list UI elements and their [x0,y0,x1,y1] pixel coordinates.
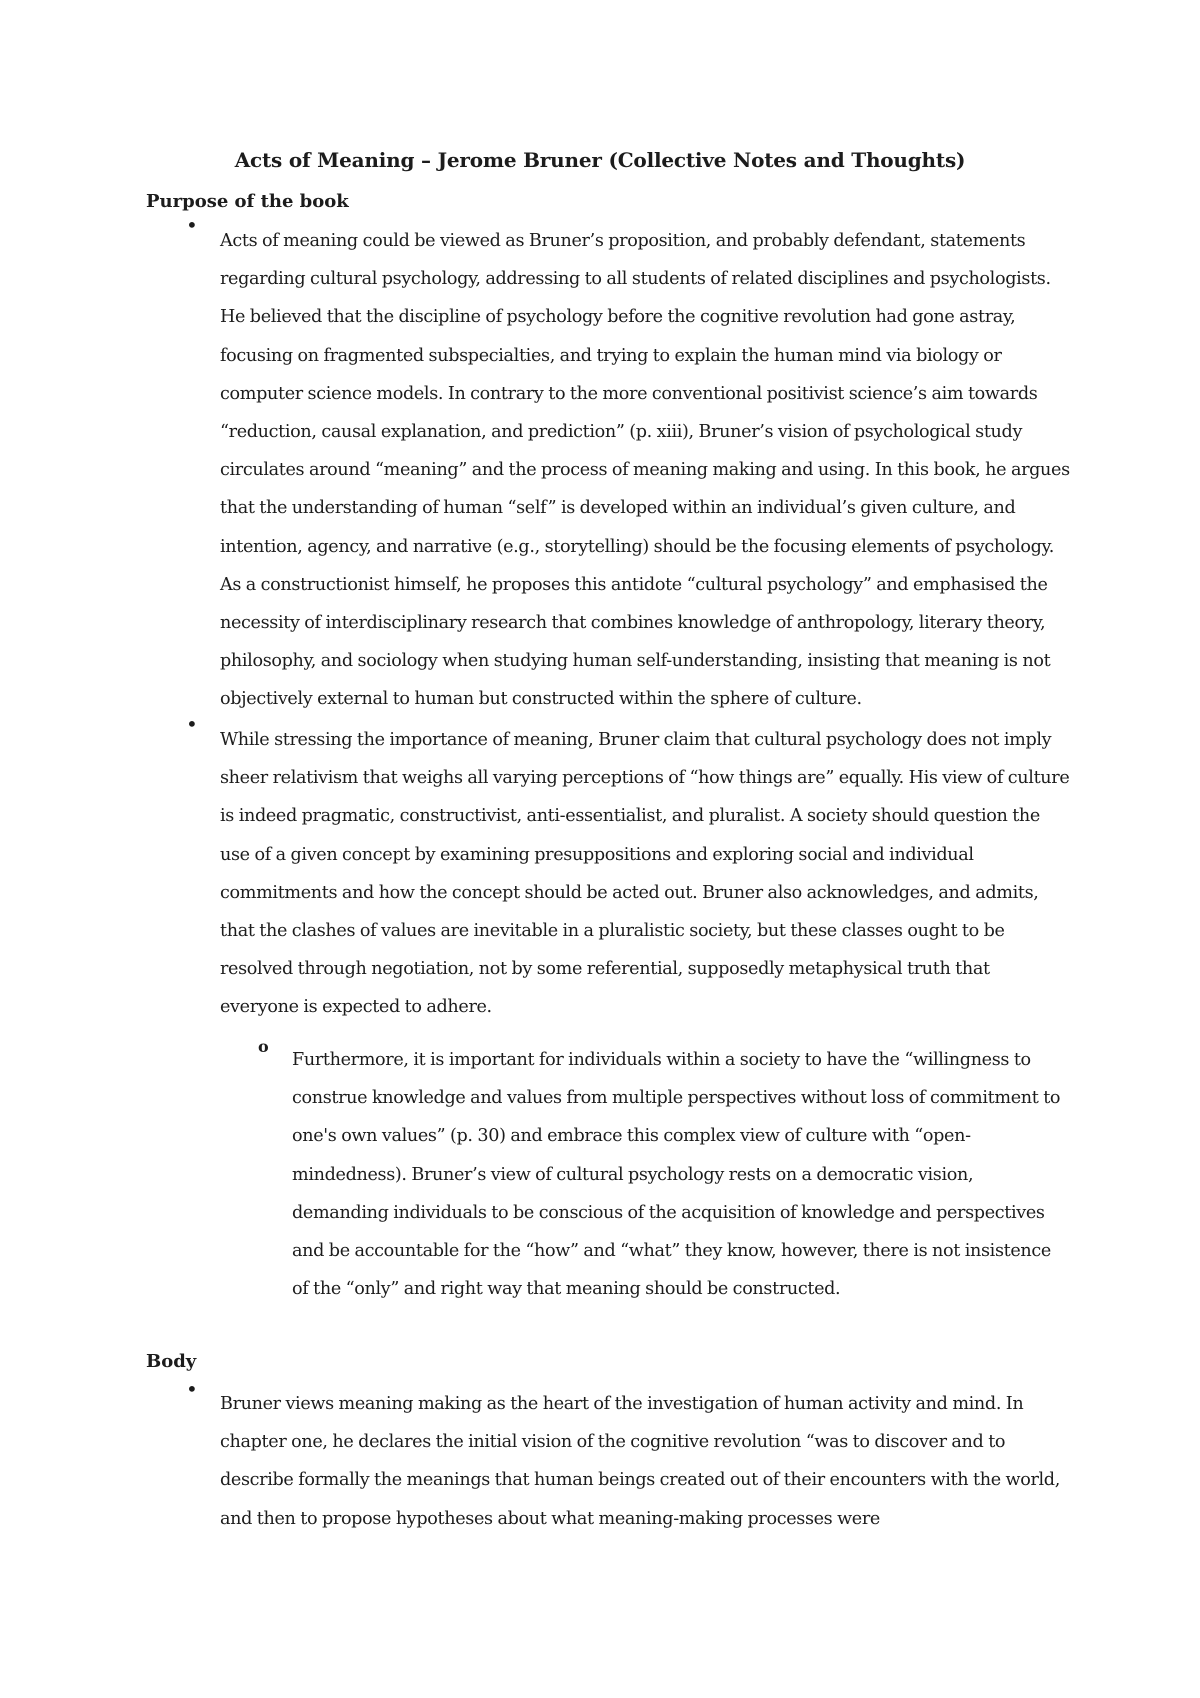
document-title: Acts of Meaning – Jerome Bruner (Collective Notes and Thoughts) [234,148,966,172]
bullet-marker: • [186,1377,198,1401]
sub-bullet-paragraph: Furthermore, it is important for individuals within a society to have the “willingness to construe knowledge and values from multiple perspectives without loss of commitment to one's own values” (p. 30) and embrace this complex view of culture with “open-mindedness). Bruner’s view of cultural psychology rests on a democratic vision, demanding individuals to be conscious of the acquisition of knowledge and perspectives and be accountable for the “how” and “what” they know, however, there is not insistence of the “only” and right way that meaning should be constructed. [292,1050,1061,1300]
bullet-paragraph-1: Acts of meaning could be viewed as Bruner’s proposition, and probably defendant, statements regarding cultural psychology, addressing to all students of related disciplines and psychologists. He believed that the discipline of psychology before the cognitive revolution had gone astray, focusing on fragmented subspecialties, and trying to explain the human mind via biology or computer science models. In contrary to the more conventional positivist science’s aim towards “reduction, causal explanation, and prediction” (p. xiii), Bruner’s vision of psychological study circulates around “meaning” and the process of meaning making and using. In this book, he argues that the understanding of human “self” is developed within an individual’s given culture, and intention, agency, and narrative (e.g., storytelling) should be the focusing elements of psychology. As a constructionist himself, he proposes this antidote “cultural psychology” and emphasised the necessity of interdisciplinary research that combines knowledge of anthropology, literary theory, philosophy, and sociology when studying human self-understanding, insisting that meaning is not objectively external to human but constructed within the sphere of culture. [220,231,1070,710]
section-heading-purpose: Purpose of the book [146,191,349,212]
bullet-paragraph-3: Bruner views meaning making as the heart of the investigation of human activity and mind. In chapter one, he declares the initial vision of the cognitive revolution “was to discover and to describe formally the meanings that human beings created out of their encounters with the world, and then to propose hypotheses about what meaning-making processes were [220,1394,1060,1529]
sub-bullet-marker: o [258,1037,269,1056]
bullet-paragraph-2: While stressing the importance of meaning, Bruner claim that cultural psychology does not imply sheer relativism that weighs all varying perceptions of “how things are” equally. His view of culture is indeed pragmatic, constructivist, anti-essentialist, and pluralist. A society should question the use of a given concept by examining presuppositions and exploring social and individual commitments and how the concept should be acted out. Bruner also acknowledges, and admits, that the clashes of values are inevitable in a pluralistic society, but these classes ought to be resolved through negotiation, not by some referential, supposedly metaphysical truth that everyone is expected to adhere. [220,730,1070,1018]
bullet-marker: • [186,712,198,736]
section-heading-body: Body [146,1351,197,1372]
bullet-marker: • [186,213,198,237]
